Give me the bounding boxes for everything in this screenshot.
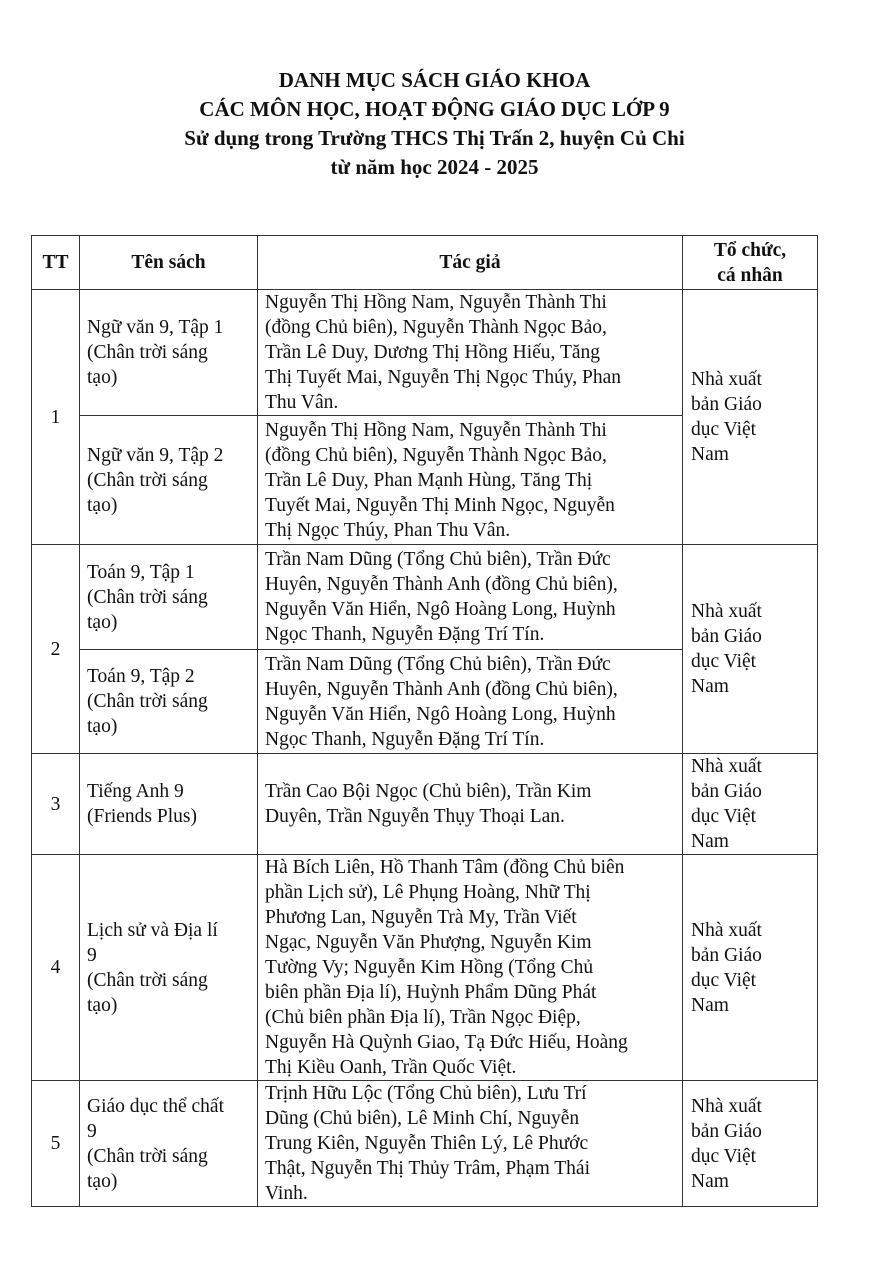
authors-cell — [258, 754, 683, 855]
column-header-org-line-2: cá nhân — [717, 264, 783, 286]
publisher-line: Nam — [691, 1170, 729, 1192]
publisher-line: dục Việt — [691, 1145, 757, 1167]
book-title-line: tạo) — [87, 611, 118, 633]
authors-line: Tuyết Mai, Nguyễn Thị Minh Ngọc, Nguyễn — [265, 494, 615, 516]
book-title-line: 9 — [87, 944, 97, 966]
book-title-cell — [80, 754, 258, 855]
publisher-line: dục Việt — [691, 419, 757, 440]
authors-line: phần Lịch sử), Lê Phụng Hoàng, Nhữ Thị — [265, 882, 591, 903]
book-title-cell — [80, 1081, 258, 1207]
authors-line: (đồng Chủ biên), Nguyễn Thành Ngọc Bảo, — [265, 444, 607, 466]
row-number-cell: 4 — [32, 855, 80, 1081]
table-body — [32, 290, 818, 1207]
publisher-line: bản Giáo — [691, 944, 762, 966]
book-title-line: tạo) — [87, 716, 118, 737]
publisher-line: Nam — [691, 444, 729, 465]
book-title-line: (Chân trời sáng — [87, 969, 208, 991]
authors-line: Nguyễn Thị Hồng Nam, Nguyễn Thành Thi — [265, 292, 607, 313]
book-title-cell — [80, 855, 258, 1081]
publisher-line: Nam — [691, 676, 729, 697]
authors-cell — [258, 1081, 683, 1207]
book-title-line: tạo) — [87, 367, 118, 388]
book-title-line: Tiếng Anh 9 — [87, 781, 184, 802]
book-title-line: Toán 9, Tập 2 — [87, 666, 195, 687]
authors-line: Ngạc, Nguyễn Văn Phượng, Nguyễn Kim — [265, 932, 592, 953]
book-title-line: Toán 9, Tập 1 — [87, 561, 195, 583]
publisher-line: Nhà xuất — [691, 756, 762, 777]
book-title-line: Ngữ văn 9, Tập 2 — [87, 444, 224, 466]
column-header-title: Tên sách — [80, 236, 258, 290]
title-line-2: CÁC MÔN HỌC, HOẠT ĐỘNG GIÁO DỤC LỚP 9 — [199, 97, 670, 121]
book-title-line: Giáo dục thể chất — [87, 1095, 224, 1117]
authors-line: Nguyễn Hà Quỳnh Giao, Tạ Đức Hiếu, Hoàng — [265, 1032, 628, 1053]
book-title-cell — [80, 290, 258, 416]
publisher-line: bản Giáo — [691, 626, 762, 647]
authors-line: (Chủ biên phần Địa lí), Trần Ngọc Điệp, — [265, 1007, 581, 1028]
authors-line: Hà Bích Liên, Hồ Thanh Tâm (đồng Chủ biên — [265, 857, 625, 878]
authors-line: Ngọc Thanh, Nguyễn Đặng Trí Tín. — [265, 728, 545, 750]
book-title-cell — [80, 545, 258, 650]
authors-cell — [258, 290, 683, 416]
book-title-line: Ngữ văn 9, Tập 1 — [87, 317, 224, 338]
book-title-line: tạo) — [87, 994, 118, 1016]
publisher-cell — [683, 1081, 818, 1207]
publisher-line: Nam — [691, 831, 729, 852]
publisher-line: bản Giáo — [691, 394, 762, 415]
authors-line: Huyên, Nguyễn Thành Anh (đồng Chủ biên), — [265, 678, 618, 700]
table-row — [32, 855, 818, 1081]
authors-line: Thị Kiều Oanh, Trần Quốc Việt. — [265, 1057, 517, 1078]
book-title-line: (Chân trời sáng — [87, 691, 208, 712]
authors-line: Tường Vy; Nguyễn Kim Hồng (Tổng Chủ — [265, 957, 594, 978]
publisher-line: dục Việt — [691, 806, 757, 827]
publisher-line: dục Việt — [691, 651, 757, 672]
publisher-cell — [683, 754, 818, 855]
authors-line: Thu Vân. — [265, 392, 339, 413]
authors-line: Ngọc Thanh, Nguyễn Đặng Trí Tín. — [265, 624, 545, 645]
authors-line: Thị Tuyết Mai, Nguyễn Thị Ngọc Thúy, Phan — [265, 367, 622, 388]
column-header-authors: Tác giả — [258, 236, 683, 290]
book-title-line: tạo) — [87, 494, 118, 516]
document-header — [0, 66, 869, 182]
publisher-line: bản Giáo — [691, 1120, 762, 1142]
publisher-cell — [683, 545, 818, 754]
row-number-cell: 1 — [32, 290, 80, 545]
title-line-3: Sử dụng trong Trường THCS Thị Trấn 2, huyện Củ Chi — [184, 126, 685, 150]
table-row — [32, 1081, 818, 1207]
book-title-cell — [80, 416, 258, 545]
authors-line: Trịnh Hữu Lộc (Tổng Chủ biên), Lưu Trí — [265, 1083, 587, 1104]
publisher-cell — [683, 855, 818, 1081]
row-number-cell: 5 — [32, 1081, 80, 1207]
book-title-line: tạo) — [87, 1170, 118, 1192]
title-line-4: từ năm học 2024 - 2025 — [330, 155, 539, 179]
row-number-cell: 2 — [32, 545, 80, 754]
authors-line: Phương Lan, Nguyễn Trà My, Trần Viết — [265, 907, 577, 928]
publisher-line: Nhà xuất — [691, 919, 762, 941]
authors-line: Thật, Nguyễn Thị Thủy Trâm, Phạm Thái — [265, 1158, 590, 1179]
textbook-table — [31, 235, 818, 1207]
publisher-cell — [683, 290, 818, 545]
publisher-line: Nhà xuất — [691, 1095, 762, 1117]
column-header-org — [683, 236, 818, 290]
publisher-line: Nhà xuất — [691, 601, 762, 622]
authors-line: Trần Lê Duy, Dương Thị Hồng Hiếu, Tăng — [265, 342, 601, 363]
authors-line: Trung Kiên, Nguyễn Thiên Lý, Lê Phước — [265, 1133, 589, 1154]
authors-line: Vinh. — [265, 1183, 308, 1204]
book-title-line: (Chân trời sáng — [87, 586, 208, 608]
table-header-row — [32, 236, 818, 290]
authors-cell — [258, 416, 683, 545]
book-title-cell — [80, 650, 258, 754]
publisher-line: bản Giáo — [691, 781, 762, 802]
authors-line: Nguyễn Văn Hiển, Ngô Hoàng Long, Huỳnh — [265, 599, 616, 620]
authors-line: Nguyễn Thị Hồng Nam, Nguyễn Thành Thi — [265, 419, 607, 441]
authors-line: Trần Nam Dũng (Tổng Chủ biên), Trần Đức — [265, 653, 611, 675]
authors-line: biên phần Địa lí), Huỳnh Phẩm Dũng Phát — [265, 982, 597, 1003]
book-title-line: Lịch sử và Địa lí — [87, 919, 218, 941]
table-row — [32, 545, 818, 650]
book-title-line: (Chân trời sáng — [87, 1145, 208, 1167]
authors-cell — [258, 545, 683, 650]
authors-line: Nguyễn Văn Hiển, Ngô Hoàng Long, Huỳnh — [265, 703, 616, 725]
book-title-line: (Chân trời sáng — [87, 342, 208, 363]
authors-line: Trần Lê Duy, Phan Mạnh Hùng, Tăng Thị — [265, 469, 593, 491]
authors-line: Thị Ngọc Thúy, Phan Thu Vân. — [265, 519, 511, 541]
publisher-line: Nhà xuất — [691, 369, 762, 390]
column-header-tt: TT — [32, 236, 80, 290]
book-title-line: (Friends Plus) — [87, 806, 197, 827]
book-title-line: 9 — [87, 1120, 97, 1142]
publisher-line: Nam — [691, 994, 729, 1016]
authors-line: Trần Cao Bội Ngọc (Chủ biên), Trần Kim — [265, 781, 592, 802]
table-row — [32, 290, 818, 416]
authors-line: (đồng Chủ biên), Nguyễn Thành Ngọc Bảo, — [265, 317, 607, 338]
authors-line: Huyên, Nguyễn Thành Anh (đồng Chủ biên), — [265, 574, 618, 595]
book-title-line: (Chân trời sáng — [87, 469, 208, 491]
publisher-line: dục Việt — [691, 969, 757, 991]
column-header-org-line-1: Tổ chức, — [713, 239, 787, 261]
title-line-1: DANH MỤC SÁCH GIÁO KHOA — [278, 68, 591, 92]
authors-cell — [258, 650, 683, 754]
table-row — [32, 754, 818, 855]
authors-line: Dũng (Chủ biên), Lê Minh Chí, Nguyễn — [265, 1108, 580, 1129]
row-number-cell: 3 — [32, 754, 80, 855]
authors-line: Duyên, Trần Nguyễn Thụy Thoại Lan. — [265, 806, 565, 827]
authors-line: Trần Nam Dũng (Tổng Chủ biên), Trần Đức — [265, 549, 611, 570]
authors-cell — [258, 855, 683, 1081]
